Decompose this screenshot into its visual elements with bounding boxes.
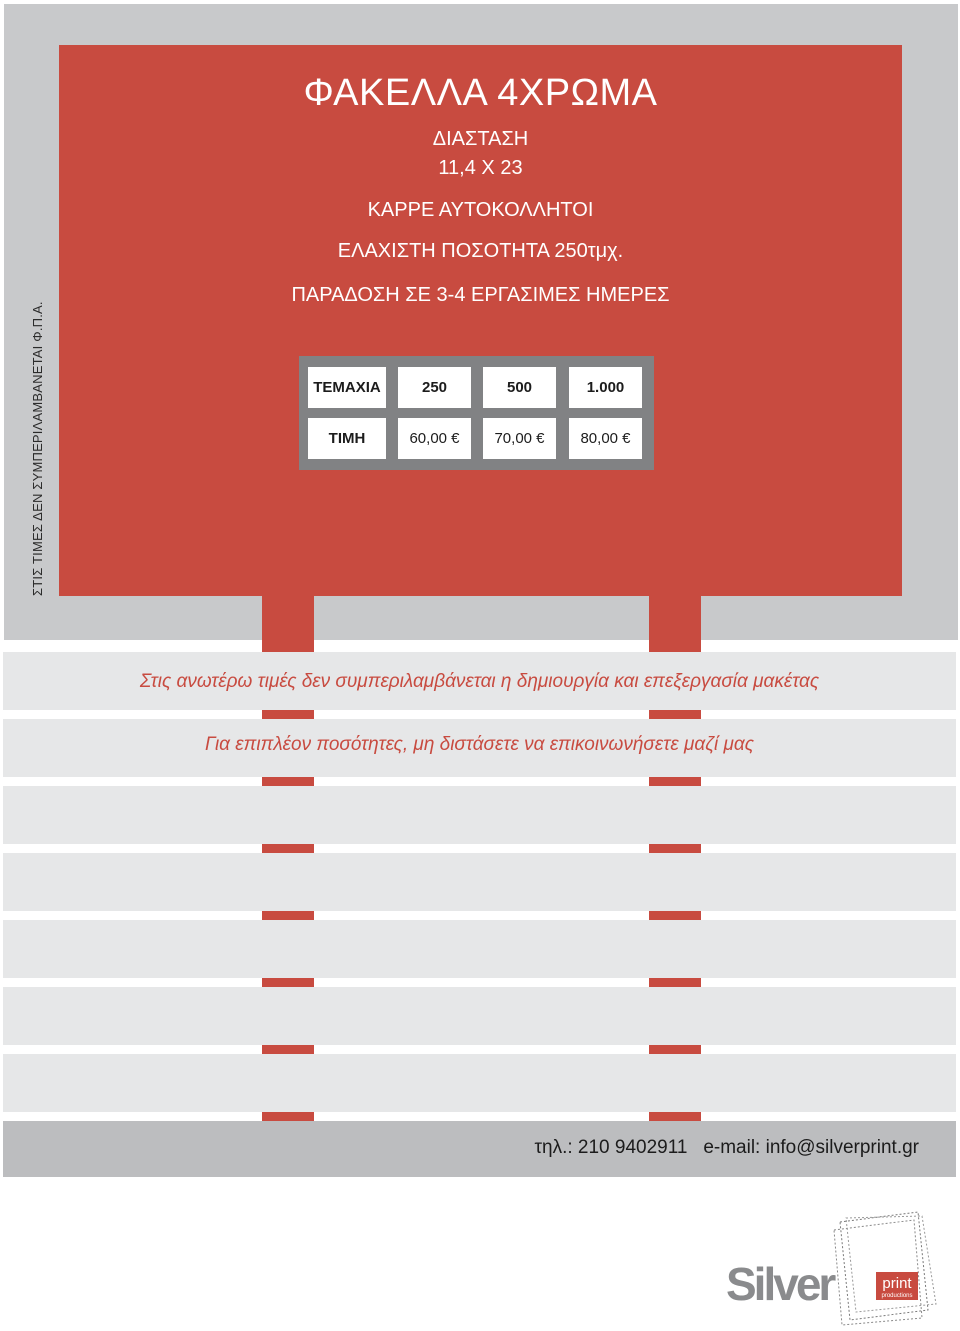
quantity-header: ΤΕΜΑΧΙΑ: [308, 367, 386, 408]
logo-print-text: print: [882, 1275, 912, 1292]
quantity-cell: 250: [398, 367, 471, 408]
logo-frames-graphic: [722, 1208, 942, 1326]
contact-info: [3, 1137, 919, 1159]
mockup-note: Στις ανωτέρω τιμές δεν συμπεριλαμβάνεται η δημιουργία και επεξεργασία μακέτας: [139, 671, 820, 692]
empty-band: [3, 1054, 956, 1112]
delivery-time: ΠΑΡΑΔΟΣΗ ΣΕ 3-4 ΕΡΓΑΣΙΜΕΣ ΗΜΕΡΕΣ: [291, 284, 670, 306]
price-cell: 60,00 €: [398, 418, 471, 459]
silverprint-logo: [722, 1208, 942, 1326]
empty-band: [3, 786, 956, 844]
empty-band: [3, 853, 956, 911]
quantity-cell: 1.000: [569, 367, 642, 408]
dimension-label: ΔΙΑΣΤΑΣΗ: [432, 128, 529, 150]
logo-tagline: productions: [881, 1293, 913, 1299]
vat-side-note: ΣΤΙΣ ΤΙΜΕΣ ΔΕΝ ΣΥΜΠΕΡΙΛΑΜΒΑΝΕΤΑΙ Φ.Π.Α.: [30, 301, 45, 596]
empty-band: [3, 987, 956, 1045]
dimension-value: 11,4 Χ 23: [438, 157, 523, 179]
price-cell: 80,00 €: [569, 418, 642, 459]
logo-brand-text: Silver: [726, 1258, 834, 1310]
product-title: ΦΑΚΕΛΛΑ 4ΧΡΩΜΑ: [303, 72, 658, 114]
email-address[interactable]: e-mail: info@silverprint.gr: [703, 1137, 919, 1158]
phone-number: τηλ.: 210 9402911: [534, 1137, 688, 1158]
empty-band: [3, 920, 956, 978]
envelope-type: ΚΑΡΡΕ ΑΥΤΟΚΟΛΛΗΤΟΙ: [367, 199, 594, 221]
contact-us-note: Για επιπλέον ποσότητες, μη διστάσετε να επικοινωνήσετε μαζί μας: [205, 734, 754, 755]
price-header: ΤΙΜΗ: [308, 418, 386, 459]
minimum-quantity: ΕΛΑΧΙΣΤΗ ΠΟΣΟΤΗΤΑ 250τμχ.: [337, 240, 624, 262]
price-table: [299, 356, 654, 470]
price-cell: 70,00 €: [483, 418, 556, 459]
quantity-cell: 500: [483, 367, 556, 408]
